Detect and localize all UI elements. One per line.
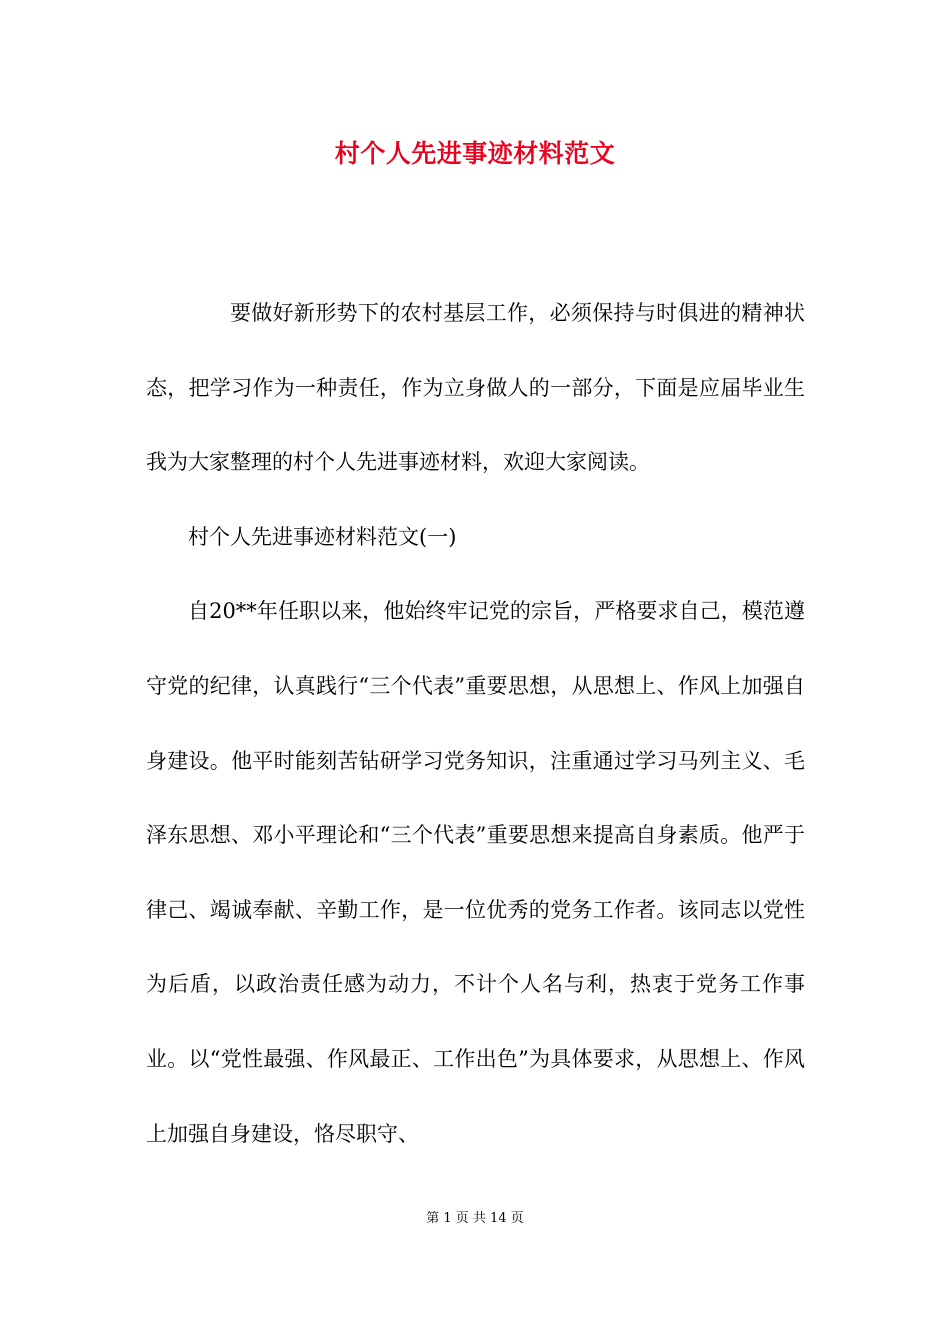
- page-number-footer: 第 1 页 共 14 页: [426, 1211, 524, 1226]
- document-title: 村个人先进事迹材料范文: [334, 139, 616, 168]
- section-heading: 村个人先进事迹材料范文(一): [188, 524, 457, 549]
- paragraph-body: 自20**年任职以来，他始终牢记党的宗旨，严格要求自己，模范遵守党的纪律，认真践行“三个代表”重要思想，从思想上、作风上加强自身建设。他平时能刻苦钻研学习党务知识，注重通过学习马列主义、毛泽东思想、邓小平理论和“三个代表”重要思想来提高自身素质。他严于律己、竭诚奉献、辛勤工作，是一位优秀的党务工作者。该同志以党性为后盾，以政治责任感为动力，不计个人名与利，热衷于党务工作事业。以“党性最强、作风最正、工作出色”为具体要求，从思想上、作风上加强自身建设，恪尽职守、: [146, 599, 805, 1146]
- paragraph-intro: 要做好新形势下的农村基层工作，必须保持与时俱进的精神状态，把学习作为一种责任，作为立身做人的一部分，下面是应届毕业生我为大家整理的村个人先进事迹材料，欢迎大家阅读。: [146, 301, 805, 475]
- document-body: [146, 276, 805, 1171]
